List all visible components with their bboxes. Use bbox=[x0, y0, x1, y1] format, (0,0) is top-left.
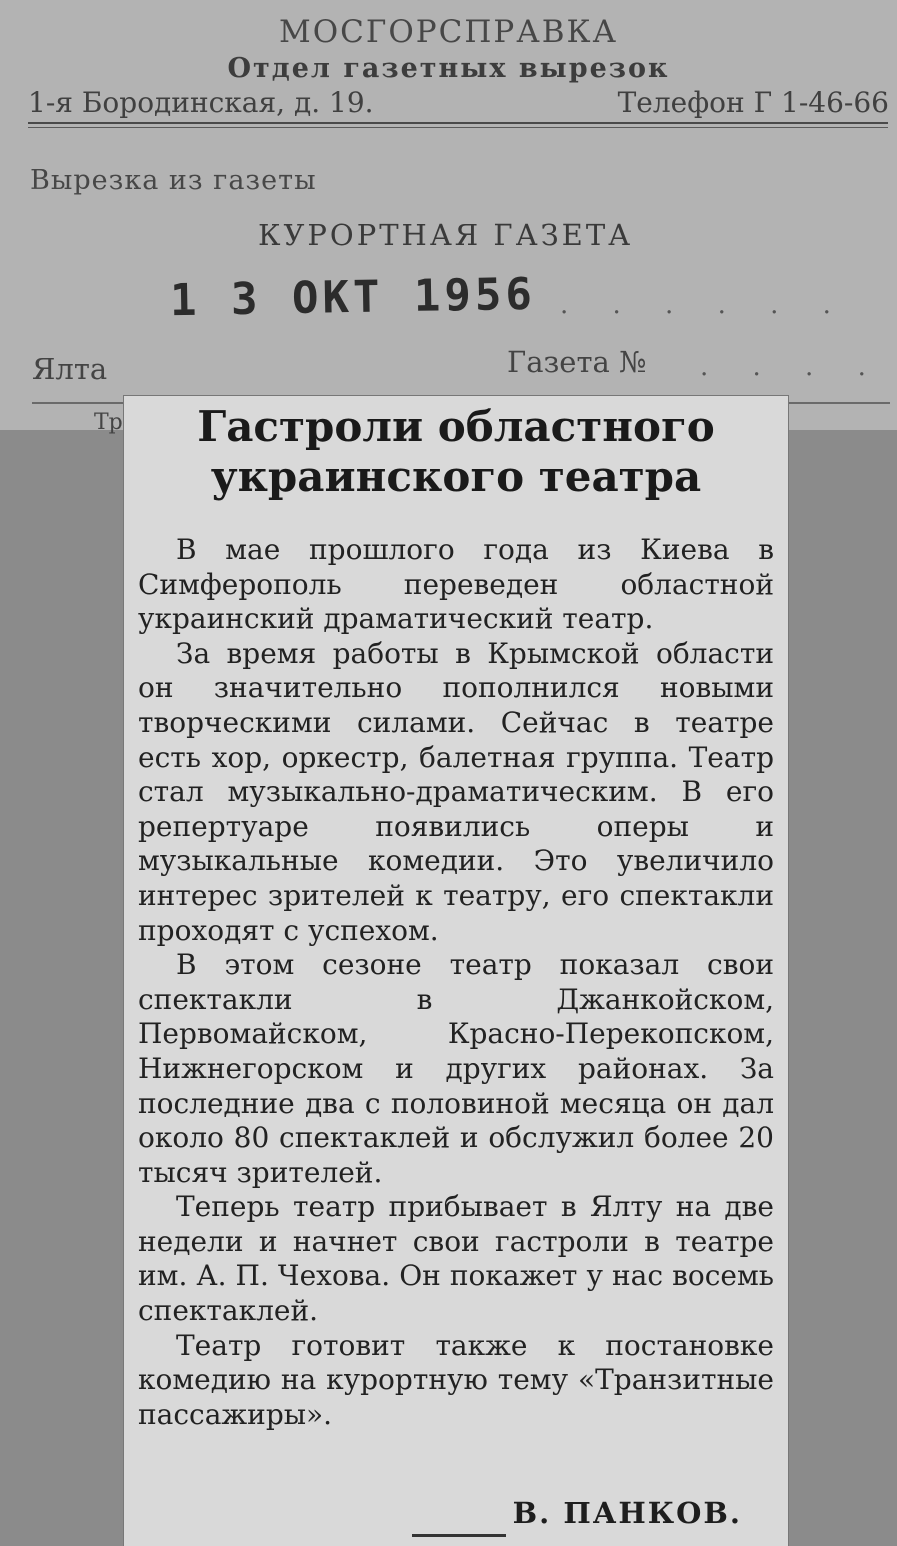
paragraph: В мае прошлого года из Киева в Симферополь переведен областной украинский драматический театр. bbox=[138, 533, 774, 636]
paragraph: Театр готовит также к постановке комедию на курортную тему «Транзитные пассажиры». bbox=[138, 1328, 774, 1431]
header-rule bbox=[28, 122, 888, 124]
header-rule-thin bbox=[28, 127, 888, 128]
article-body bbox=[138, 533, 774, 1432]
author-byline: В. ПАНКОВ. bbox=[512, 1496, 742, 1530]
paragraph: В этом сезоне театр показал свои спектакли в Джанкойском, Первомайском, Красно-Перекопском, Нижнегорском и других районах. За последние два с половиной месяца он дал около 80 спектаклей и обслужил более 20 тысяч зрителей. bbox=[138, 948, 774, 1189]
end-rule bbox=[412, 1534, 506, 1537]
city: Ялта bbox=[32, 352, 108, 386]
issue-dots: . . . . bbox=[700, 352, 884, 382]
newspaper-clipping bbox=[124, 396, 788, 1546]
clipping-label: Вырезка из газеты bbox=[30, 165, 317, 196]
headline-line-2: украинского театра bbox=[210, 452, 702, 501]
headline-line-1: Гастроли областного bbox=[197, 402, 715, 451]
text-fragment: Тр bbox=[94, 410, 123, 435]
issue-label: Газета № bbox=[507, 345, 647, 379]
paragraph: Теперь театр прибывает в Ялту на две недели и начнет свои гастроли в театре им. А. П. Чехова. Он покажет у нас восемь спектаклей. bbox=[138, 1190, 774, 1328]
paragraph: За время работы в Крымской области он значительно пополнился новыми творческими силами. Сейчас в театре есть хор, оркестр, балетная группа. Театр стал музыкально-драматическим. В его репертуаре появились оперы и музыкальные комедии. Это увеличило интерес зрителей к театру, его спектакли проходят с успехом. bbox=[138, 636, 774, 947]
article-headline bbox=[124, 402, 788, 502]
clipping-service-card bbox=[0, 0, 897, 435]
department-name: Отдел газетных вырезок bbox=[227, 53, 670, 84]
newspaper-name: КУРОРТНАЯ ГАЗЕТА bbox=[258, 218, 634, 252]
org-name: МОСГОРСПРАВКА bbox=[278, 14, 618, 50]
fill-dots: . . . . . . bbox=[560, 290, 849, 320]
phone: Телефон Г 1-46-66 bbox=[617, 86, 889, 119]
date-stamp: 1 3 ОКТ 1956 bbox=[169, 268, 537, 327]
address: 1-я Бородинская, д. 19. bbox=[28, 86, 374, 119]
